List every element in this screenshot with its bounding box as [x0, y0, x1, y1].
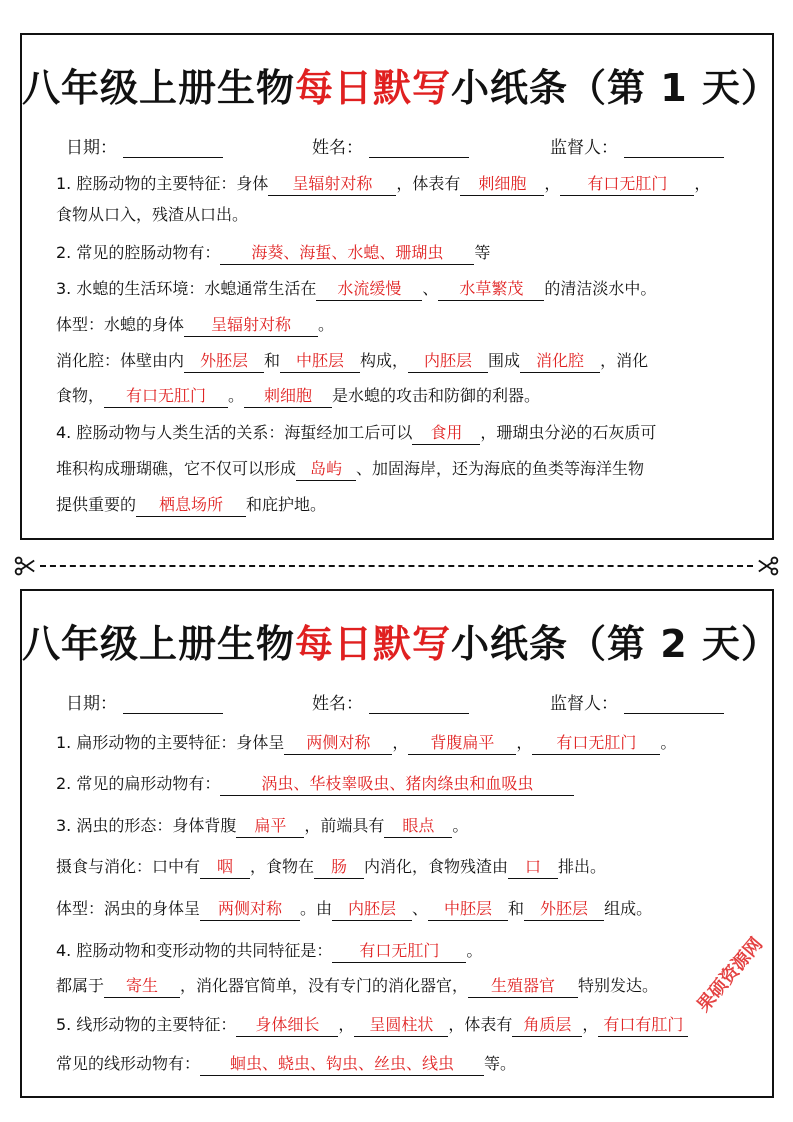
answer: 肠: [314, 856, 364, 879]
answer: 咽: [200, 856, 250, 879]
answer: 寄生: [104, 975, 180, 998]
text-line: 常见的线形动物有： 蛔虫、蛲虫、钩虫、丝虫、线虫 等。: [56, 1051, 752, 1077]
answer: 两侧对称: [200, 898, 300, 921]
text-line: 食物从口入，残渣从口出。: [56, 205, 249, 224]
name-field: 姓名：: [312, 133, 469, 158]
answer: 刺细胞: [460, 173, 544, 196]
card-title: 八年级上册生物每日默写小纸条（第 2 天）: [22, 622, 780, 666]
answer: 中胚层: [428, 898, 508, 921]
supervisor-field: 监督人：: [550, 133, 724, 158]
answer: 内胚层: [332, 898, 412, 921]
text-line: 4. 腔肠动物与人类生活的关系：海蜇经加工后可以 食用 ，珊瑚虫分泌的石灰质可: [56, 420, 752, 446]
answer: 呈辐射对称: [268, 173, 396, 196]
answer: 外胚层: [524, 898, 604, 921]
answer: 岛屿: [296, 458, 356, 481]
card-title: 八年级上册生物每日默写小纸条（第 1 天）: [22, 66, 780, 110]
answer: 栖息场所: [136, 494, 246, 517]
answer: 扁平: [236, 815, 304, 838]
answer: 中胚层: [280, 350, 360, 373]
answer: 海葵、海蜇、水螅、珊瑚虫: [220, 242, 474, 265]
answer: 有口无肛门: [104, 385, 228, 408]
answer: 有口有肛门: [598, 1014, 688, 1037]
answer: 涡虫、华枝睾吸虫、猪肉绦虫和血吸虫: [220, 773, 574, 796]
meta-row: [22, 689, 772, 713]
date-field: 日期：: [66, 133, 223, 158]
name-field: 姓名：: [312, 689, 469, 714]
text-line: 5. 线形动物的主要特征： 身体细长 ， 呈圆柱状 ，体表有 角质层 ， 有口有肛门: [56, 1012, 752, 1038]
text-line: 消化腔：体壁由内 外胚层 和 中胚层 构成， 内胚层 围成 消化腔 ，消化: [56, 348, 752, 374]
text-line: 3. 涡虫的形态：身体背腹 扁平 ，前端具有 眼点 。: [56, 813, 752, 839]
answer: 角质层: [512, 1014, 582, 1037]
watermark: 果硕资源网: [693, 933, 768, 1017]
answer: 食用: [412, 422, 480, 445]
scissors-icon: [14, 555, 36, 577]
answer: 口: [508, 856, 558, 879]
text-line: 堆积构成珊瑚礁，它不仅可以形成 岛屿 、加固海岸，还为海底的鱼类等海洋生物: [56, 456, 752, 482]
text-line: 都属于 寄生 ，消化器官简单，没有专门的消化器官， 生殖器官 特别发达。: [56, 973, 752, 999]
text-line: 4. 腔肠动物和变形动物的共同特征是： 有口无肛门 。: [56, 938, 752, 964]
text-line: 1. 腔肠动物的主要特征：身体 呈辐射对称 ，体表有 刺细胞 ， 有口无肛门 ，: [56, 171, 752, 197]
answer: 有口无肛门: [560, 173, 694, 196]
answer: 两侧对称: [284, 732, 392, 755]
text-line: 3. 水螅的生活环境：水螅通常生活在 水流缓慢 、 水草繁茂 的清洁淡水中。: [56, 276, 752, 302]
answer: 水草繁茂: [438, 278, 544, 301]
text-line: 2. 常见的腔肠动物有： 海葵、海蜇、水螅、珊瑚虫 等: [56, 240, 752, 266]
answer: 生殖器官: [468, 975, 578, 998]
answer: 消化腔: [520, 350, 600, 373]
answer: 呈辐射对称: [184, 314, 318, 337]
answer: 刺细胞: [244, 385, 332, 408]
cut-line: [0, 553, 793, 579]
text-line: 1. 扁形动物的主要特征：身体呈 两侧对称 ， 背腹扁平 ， 有口无肛门 。: [56, 730, 752, 756]
meta-row: [22, 133, 772, 157]
answer: 眼点: [384, 815, 452, 838]
answer: 身体细长: [236, 1014, 338, 1037]
answer: 水流缓慢: [316, 278, 422, 301]
answer: 蛔虫、蛲虫、钩虫、丝虫、线虫: [200, 1053, 484, 1076]
answer: 有口无肛门: [332, 940, 466, 963]
answer: 外胚层: [184, 350, 264, 373]
answer: 内胚层: [408, 350, 488, 373]
text-line: 体型：水螅的身体 呈辐射对称 。: [56, 312, 752, 338]
scissors-icon: [757, 555, 779, 577]
dictation-card-day1: [20, 33, 780, 540]
text-line: 提供重要的 栖息场所 和庇护地。: [56, 492, 752, 518]
dashed-divider: [40, 565, 753, 567]
text-line: 2. 常见的扁形动物有： 涡虫、华枝睾吸虫、猪肉绦虫和血吸虫: [56, 771, 752, 797]
dictation-card-day2: [20, 589, 780, 1098]
text-line: 摄食与消化：口中有 咽 ，食物在 肠 内消化，食物残渣由 口 排出。: [56, 854, 752, 880]
answer: 背腹扁平: [408, 732, 516, 755]
date-field: 日期：: [66, 689, 223, 714]
answer: 呈圆柱状: [354, 1014, 448, 1037]
text-line: 食物， 有口无肛门 。 刺细胞 是水螅的攻击和防御的利器。: [56, 383, 752, 409]
text-line: 体型：涡虫的身体呈 两侧对称 。由 内胚层 、 中胚层 和 外胚层 组成。: [56, 896, 752, 922]
answer: 有口无肛门: [532, 732, 660, 755]
supervisor-field: 监督人：: [550, 689, 724, 714]
